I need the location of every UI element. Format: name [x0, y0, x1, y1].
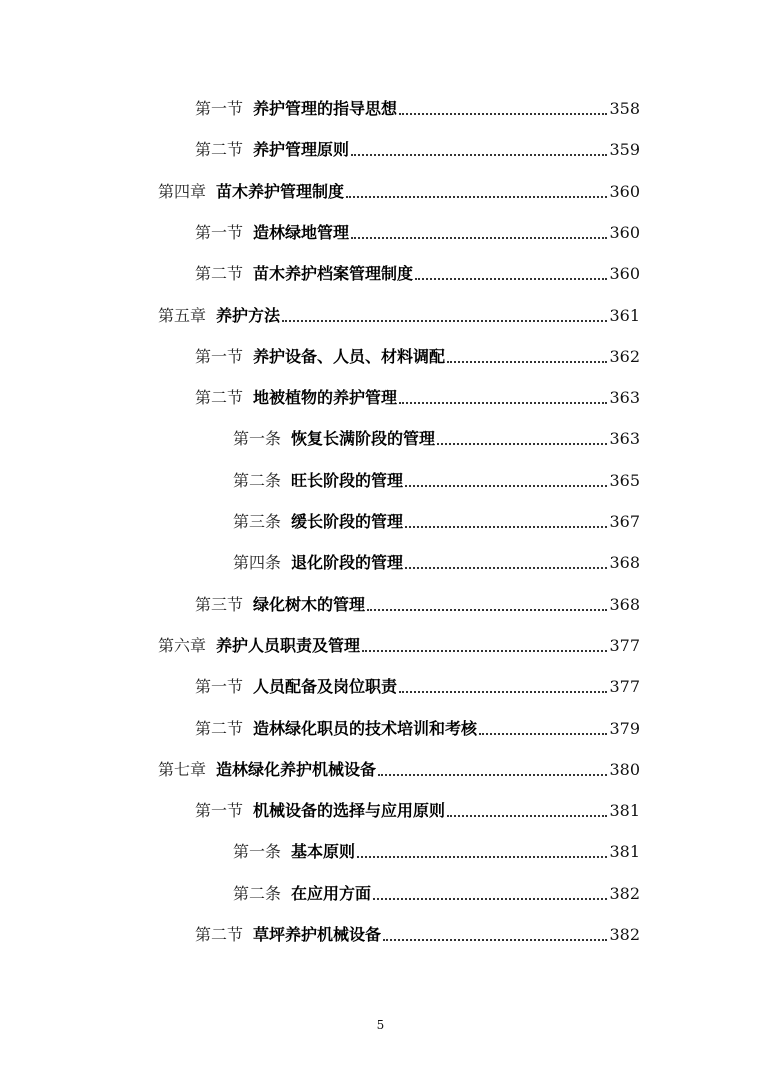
- toc-entry-number: 第二条: [233, 884, 282, 903]
- toc-entry-page: 360: [609, 182, 640, 201]
- toc-dot-leader: [383, 939, 607, 941]
- toc-entry[interactable]: [195, 592, 640, 618]
- toc-entry[interactable]: [195, 137, 640, 163]
- toc-entry-title: 地被植物的养护管理: [253, 388, 398, 407]
- toc-dot-leader: [405, 526, 607, 528]
- toc-entry-page: 380: [609, 760, 640, 779]
- toc-entry[interactable]: [233, 881, 640, 907]
- toc-entry-title: 恢复长满阶段的管理: [291, 429, 436, 448]
- toc-dot-leader: [346, 196, 607, 198]
- toc-entry[interactable]: [195, 344, 640, 370]
- toc-entry-title: 养护管理原则: [253, 140, 350, 159]
- toc-dot-leader: [282, 320, 607, 322]
- toc-entry-page: 360: [609, 264, 640, 283]
- toc-dot-leader: [399, 691, 607, 693]
- toc-entry-page: 367: [609, 512, 640, 531]
- toc-entry[interactable]: [233, 426, 640, 452]
- toc-entry-number: 第二节: [195, 140, 244, 159]
- toc-entry-title: 造林绿地管理: [253, 223, 350, 242]
- toc-entry-page: 363: [609, 429, 640, 448]
- toc-entry-title: 缓长阶段的管理: [291, 512, 404, 531]
- toc-dot-leader: [373, 898, 607, 900]
- toc-entry-page: 382: [609, 884, 640, 903]
- toc-entry-page: 377: [609, 636, 640, 655]
- toc-entry[interactable]: [195, 798, 640, 824]
- toc-dot-leader: [378, 774, 607, 776]
- toc-dot-leader: [437, 443, 607, 445]
- toc-entry-number: 第一节: [195, 99, 244, 118]
- toc-entry-title: 在应用方面: [291, 884, 372, 903]
- toc-entry-page: 358: [609, 99, 640, 118]
- toc-entry[interactable]: [158, 633, 640, 659]
- toc-entry-title: 绿化树木的管理: [253, 595, 366, 614]
- toc-dot-leader: [399, 402, 607, 404]
- toc-entry-title: 养护设备、人员、材料调配: [253, 347, 446, 366]
- toc-entry-number: 第一节: [195, 347, 244, 366]
- toc-entry-number: 第七章: [158, 760, 207, 779]
- toc-entry-page: 363: [609, 388, 640, 407]
- toc-entry[interactable]: [233, 839, 640, 865]
- toc-entry[interactable]: [158, 757, 640, 783]
- toc-dot-leader: [399, 113, 607, 115]
- toc-dot-leader: [447, 361, 607, 363]
- toc-entry-title: 造林绿化养护机械设备: [216, 760, 377, 779]
- toc-entry-page: 381: [609, 801, 640, 820]
- toc-entry-number: 第一节: [195, 223, 244, 242]
- toc-entry-title: 苗木养护档案管理制度: [253, 264, 414, 283]
- toc-dot-leader: [447, 815, 607, 817]
- toc-entry-title: 机械设备的选择与应用原则: [253, 801, 446, 820]
- toc-entry-title: 养护人员职责及管理: [216, 636, 361, 655]
- toc-entry-number: 第一节: [195, 801, 244, 820]
- toc-dot-leader: [367, 609, 607, 611]
- toc-entry[interactable]: [195, 96, 640, 122]
- toc-dot-leader: [362, 650, 607, 652]
- toc-entry[interactable]: [233, 509, 640, 535]
- toc-dot-leader: [479, 733, 607, 735]
- toc-entry-number: 第四条: [233, 553, 282, 572]
- toc-entry[interactable]: [195, 261, 640, 287]
- toc-dot-leader: [357, 856, 607, 858]
- toc-entry-page: 381: [609, 842, 640, 861]
- toc-entry-number: 第二节: [195, 388, 244, 407]
- toc-entry[interactable]: [158, 179, 640, 205]
- toc-entry-number: 第四章: [158, 182, 207, 201]
- toc-entry-number: 第二节: [195, 264, 244, 283]
- toc-entry[interactable]: [195, 922, 640, 948]
- toc-dot-leader: [405, 567, 607, 569]
- toc-entry-title: 苗木养护管理制度: [216, 182, 345, 201]
- toc-entry-page: 362: [609, 347, 640, 366]
- toc-entry[interactable]: [195, 220, 640, 246]
- toc-entry-number: 第三条: [233, 512, 282, 531]
- toc-entry-title: 草坪养护机械设备: [253, 925, 382, 944]
- toc-entry-title: 退化阶段的管理: [291, 553, 404, 572]
- toc-entry[interactable]: [195, 716, 640, 742]
- toc-entry-page: 377: [609, 677, 640, 696]
- toc-entry-title: 旺长阶段的管理: [291, 471, 404, 490]
- toc-entry-title: 养护方法: [216, 306, 281, 325]
- toc-entry-number: 第二条: [233, 471, 282, 490]
- toc-entry[interactable]: [158, 303, 640, 329]
- toc-entry-number: 第一节: [195, 677, 244, 696]
- toc-entry-page: 368: [609, 553, 640, 572]
- toc-entry-number: 第一条: [233, 429, 282, 448]
- toc-dot-leader: [351, 154, 607, 156]
- toc-entry-number: 第三节: [195, 595, 244, 614]
- toc-entry-number: 第六章: [158, 636, 207, 655]
- toc-dot-leader: [415, 278, 607, 280]
- toc-entry[interactable]: [195, 674, 640, 700]
- toc-entry-page: 379: [609, 719, 640, 738]
- toc-entry-number: 第二节: [195, 719, 244, 738]
- toc-entry-page: 360: [609, 223, 640, 242]
- toc-entry-number: 第一条: [233, 842, 282, 861]
- toc-entry-page: 368: [609, 595, 640, 614]
- toc-dot-leader: [351, 237, 607, 239]
- toc-entry-page: 359: [609, 140, 640, 159]
- toc-entry-title: 造林绿化职员的技术培训和考核: [253, 719, 478, 738]
- toc-entry-number: 第五章: [158, 306, 207, 325]
- toc-entry-title: 基本原则: [291, 842, 356, 861]
- toc-entry-title: 人员配备及岗位职责: [253, 677, 398, 696]
- page-number: 5: [376, 1018, 385, 1032]
- toc-entry[interactable]: [195, 385, 640, 411]
- toc-entry-page: 382: [609, 925, 640, 944]
- toc-entry[interactable]: [233, 550, 640, 576]
- toc-entry-number: 第二节: [195, 925, 244, 944]
- toc-dot-leader: [405, 485, 607, 487]
- toc-entry-title: 养护管理的指导思想: [253, 99, 398, 118]
- toc-entry-page: 365: [609, 471, 640, 490]
- toc-entry[interactable]: [233, 468, 640, 494]
- toc-entry-page: 361: [609, 306, 640, 325]
